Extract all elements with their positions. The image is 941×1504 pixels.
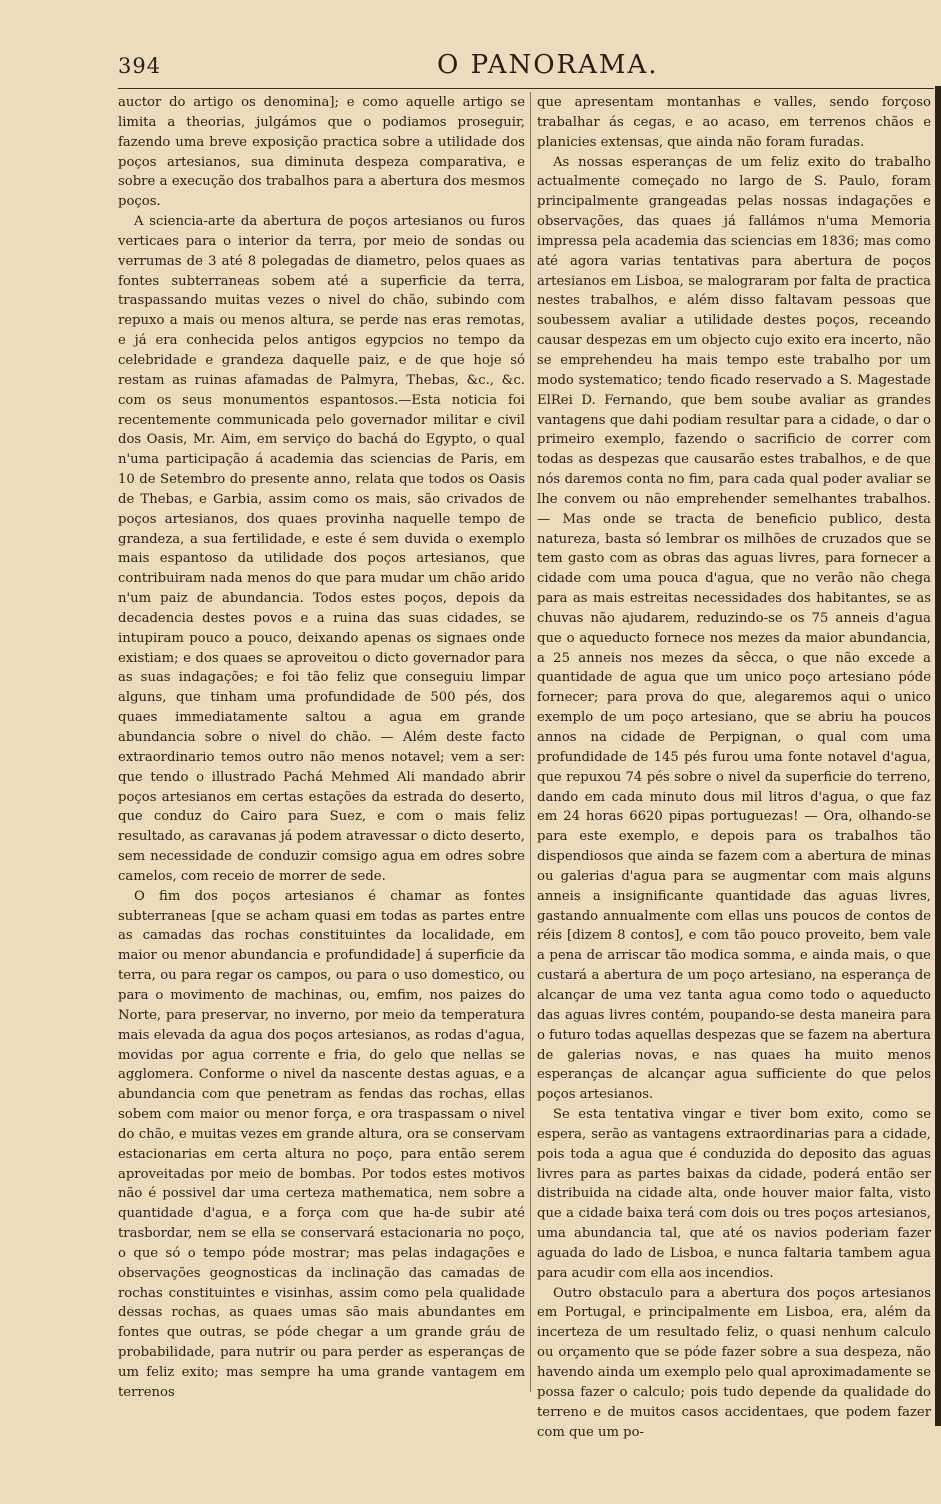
binding-shadow [935, 86, 941, 1426]
running-title: O PANORAMA. [437, 50, 659, 80]
paragraph: O fim dos poços artesianos é chamar as fontes subterraneas [que se acham quasi em todas as partes entre as camadas das rochas constituintes da localidade, em maior ou menor abundancia e profundidade] á superficie da terra, ou para regar os campos, ou para o uso domestico, ou para o movimento de machinas, ou, emfim, nos paizes do Norte, para preservar, no inverno, por meio da temperatura mais elevada da agua dos poços artesianos, as rodas d'agua, movidas por agua corrente e fria, do gelo que nellas se agglomera. Conforme o nivel da nascente destas aguas, e a abundancia com que penetram as fendas das rochas, ellas sobem com maior ou menor força, e ora traspassam o nivel do chão, e muitas vezes em grande altura, ora se conservam estacionarias em certa altura no poço, para então serem aproveitadas por meio de bombas. Por todos estes motivos não é possivel dar uma certeza mathematica, nem sobre a quantidade d'agua, e a força com que ha-de subir até trasbordar, nem se ella se conservará estacionaria no poço, o que só o tempo póde mostrar; mas pelas indagações e observações geognosticas da inclinação das camadas de rochas constituintes e visinhas, assim como pela qualidade dessas rochas, as quaes umas são mais abundantes em fontes que outras, se póde chegar a um grande gráu de probabilidade, para nutrir ou para perder as esperanças de um feliz exito; mas sempre ha uma grande vantagem em terrenos [118, 888, 525, 1400]
paragraph: As nossas esperanças de um feliz exito do trabalho actualmente começado no largo de S. Paulo, foram principalmente grangeadas pelas nossas indagações e observações, das quaes já fallámos n'uma Memoria impressa pela academia das sciencias em 1836; mas como até agora varias tentativas para abertura de poços artesianos em Lisboa, se malograram por falta de practica nestes trabalhos, e além disso faltavam pessoas que soubessem avaliar a utilidade destes poços, receando causar despezas em um objecto cujo exito era incerto, não se emprehendeu ha mais tempo este trabalho por um modo systematico; tendo ficado reservado a S. Magestade ElRei D. Fernando, que bem soube avaliar as grandes vantagens que dahi podiam resultar para a cidade, o dar o primeiro exemplo, fazendo o sacrificio de correr com todas as despezas que causarão estes trabalhos, e de que nós daremos conta no fim, para cada qual poder avaliar se lhe convem ou não emprehender semelhantes trabalhos. — Mas onde se tracta de beneficio publico, desta natureza, basta só lembrar os milhões de cruzados que se tem gasto com as obras das aguas livres, para fornecer a cidade com uma pouca d'agua, que no verão não chega para as mais estreitas necessidades dos habitantes, se as chuvas não ajudarem, reduzindo-se os 75 anneis d'agua que o aqueducto fornece nos mezes da maior abundancia, a 25 anneis nos mezes da sêcca, o que não excede a quantidade de agua que um unico poço artesiano póde fornecer; para prova do que, alegaremos aqui o unico exemplo de um poço artesiano, que se abriu ha poucos annos na cidade de Perpignan, o qual com uma profundidade de 145 pés furou uma fonte notavel d'agua, que repuxou 74 pés sobre o nivel da superficie do terreno, dando em cada minuto dous mil litros d'agua, o que faz em 24 horas 6620 pipas portuguezas! — Ora, olhando-se para este exemplo, e depois para os trabalhos tão dispendiosos que ainda se fazem com a abertura de minas ou galerias d'agua para se augmentar com mais alguns anneis a insignificante quantidade das aguas livres, gastando annualmente com ellas uns poucos de contos de réis [dizem 8 contos], e com tão pouco proveito, bem vale a pena de arriscar tão modica somma, e ainda mais, o que custará a abertura de um poço artesiano, na esperança de alcançar de uma vez tanta agua como todo o aqueducto das aguas livres contém, poupando-se desta maneira para o futuro todas aquellas despezas que se fazem na abertura de galerias novas, e nas quaes ha muito menos esperanças de alcançar agua sufficiente do que pelos poços artesianos. [537, 154, 931, 1103]
paragraph: que apresentam montanhas e valles, sendo forçoso trabalhar ás cegas, e ao acaso, em terrenos chãos e planicies extensas, que ainda não foram furadas. [537, 95, 931, 150]
paragraph: A sciencia-arte da abertura de poços artesianos ou furos verticaes para o interior da terra, por meio de sondas ou verrumas de 3 até 8 polegadas de diametro, pelos quaes as fontes subterraneas sobem até a superficie da terra, traspassando muitas vezes o nivel do chão, subindo com repuxo a mais ou menos altura, se perde nas eras remotas, e já era conhecida pelos antigos egypcios no tempo da celebridade e grandeza daquelle paiz, e de que hoje só restam as ruinas afamadas de Palmyra, Thebas, &c., &c. com os seus monumentos espantosos.—Esta noticia foi recentemente communicada pelo governador militar e civil dos Oasis, Mr. Aim, em serviço do bachá do Egypto, o qual n'uma participação á academia das sciencias de Paris, em 10 de Setembro do presente anno, relata que todos os Oasis de Thebas, e Garbia, assim como os mais, são crivados de poços artesianos, dos quaes provinha naquelle tempo de grandeza, a sua fertilidade, e este é sem duvida o exemplo mais espantoso da utilidade dos poços artesianos, que contribuiram nada menos do que para mudar um chão arido n'um paiz de abundancia. Todos estes poços, depois da decadencia destes povos e a ruina das suas cidades, se intupiram pouco a pouco, deixando apenas os signaes onde existiam; e dos quaes se aproveitou o dicto governador para as suas indagações; e foi tão feliz que conseguiu limpar alguns, que tinham uma profundidade de 500 pés, dos quaes immediatamente saltou a agua em grande abundancia sobre o nivel do chão. — Além deste facto extraordinario temos outro não menos notavel; vem a ser: que tendo o illustrado Pachá Mehmed Ali mandado abrir poços artesianos em certas estações da estrada do deserto, que conduz do Cairo para Suez, e com o mais feliz resultado, as caravanas já podem atravessar o dicto deserto, sem necessidade de conduzir comsigo agua em odres sobre camelos, com receio de morrer de sede. [118, 214, 525, 884]
right-column [537, 93, 931, 1442]
page-header [0, 50, 941, 84]
page-number: 394 [118, 54, 162, 78]
paragraph: Se esta tentativa vingar e tiver bom exito, como se espera, serão as vantagens extraordinarias para a cidade, pois toda a agua que é conduzida do deposito das aguas livres para as partes baixas da cidade, poderá então ser distribuida na cidade alta, onde houver maior falta, visto que a cidade baixa terá com dois ou tres poços artesianos, uma abundancia tal, que até os navios poderiam fazer aguada do lado de Lisboa, e nunca faltaria tambem agua para acudir com ella aos incendios. [537, 1107, 931, 1281]
paragraph: Outro obstaculo para a abertura dos poços artesianos em Portugal, e principalmente em Lisboa, era, além da incerteza de um resultado feliz, o quasi nenhum calculo ou orçamento que se póde fazer sobre a sua despeza, não havendo ainda um exemplo pelo qual aproximadamente se possa fazer o calculo; pois tudo depende da qualidade do terreno e de muitos casos accidentaes, que podem fazer com que um po- [537, 1285, 931, 1440]
paragraph: auctor do artigo os denomina]; e como aquelle artigo se limita a theorias, julgámos que o podiamos proseguir, fazendo uma breve exposição practica sobre a utilidade dos poços artesianos, sua diminuta despeza comparativa, e sobre a execução dos trabalhos para a abertura dos mesmos poços. [118, 95, 525, 210]
header-rule [118, 88, 934, 89]
left-column [118, 93, 525, 1403]
column-divider [530, 92, 531, 1392]
